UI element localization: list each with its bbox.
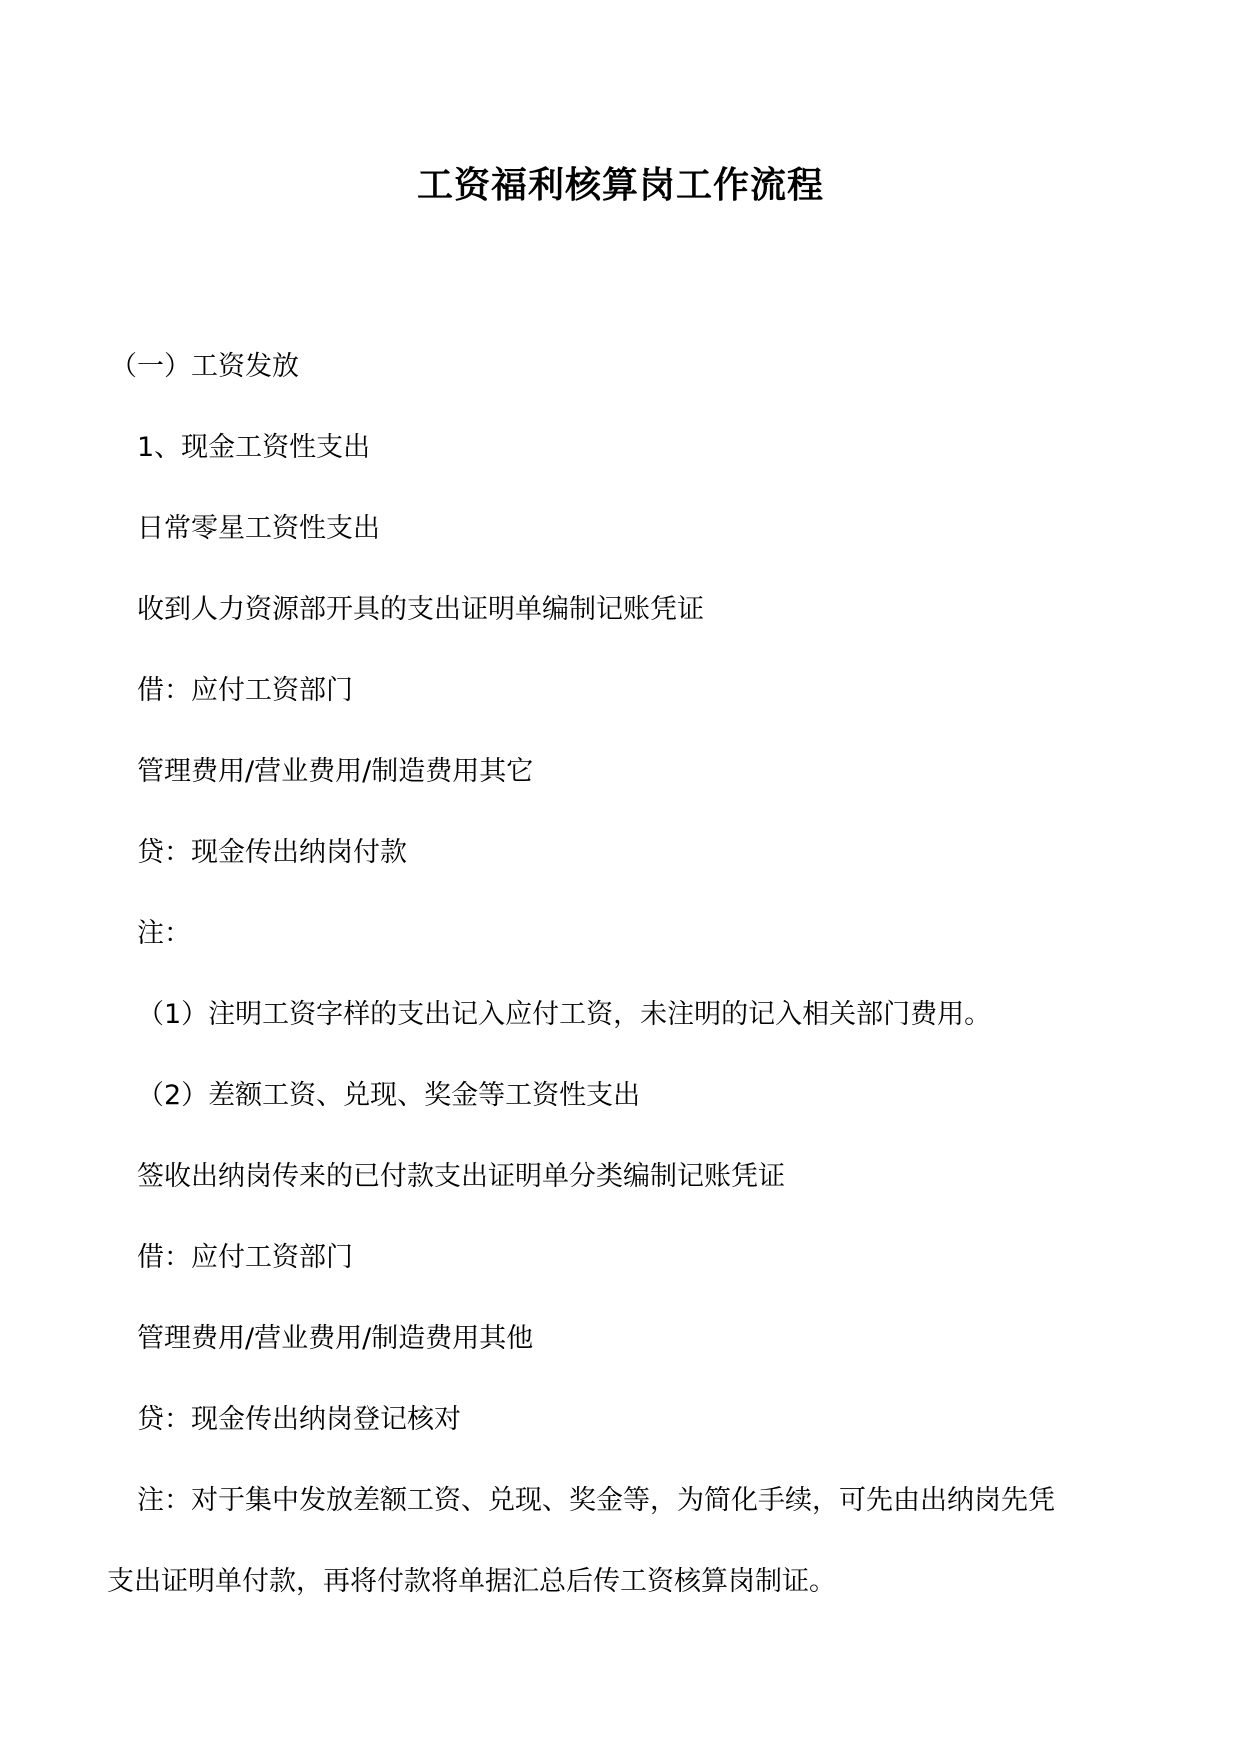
document-title: 工资福利核算岗工作流程: [416, 164, 824, 206]
note-item-2: （2）差额工资、兑现、奖金等工资性支出: [137, 1080, 641, 1111]
paragraph-line: 收到人力资源部开具的支出证明单编制记账凭证: [137, 594, 704, 625]
paragraph-line: 管理费用/营业费用/制造费用其它: [137, 756, 534, 787]
debit-entry-line: 借：应付工资部门: [137, 675, 353, 706]
note-label: 注：: [137, 918, 191, 949]
note-paragraph-continuation: 支出证明单付款，再将付款将单据汇总后传工资核算岗制证。: [107, 1566, 836, 1597]
paragraph-line: 日常零星工资性支出: [137, 513, 380, 544]
subsection-cash-salary-expense: 1、现金工资性支出: [137, 432, 371, 463]
debit-entry-line: 借：应付工资部门: [137, 1242, 353, 1273]
section-heading-salary-payment: （一）工资发放: [110, 351, 299, 382]
credit-entry-line: 贷：现金传出纳岗付款: [137, 837, 407, 868]
paragraph-line: 签收出纳岗传来的已付款支出证明单分类编制记账凭证: [137, 1161, 785, 1192]
credit-entry-line: 贷：现金传出纳岗登记核对: [137, 1404, 461, 1435]
note-paragraph-line: 注：对于集中发放差额工资、兑现、奖金等，为简化手续，可先由出纳岗先凭: [137, 1485, 1055, 1516]
note-item-1: （1）注明工资字样的支出记入应付工资，未注明的记入相关部门费用。: [137, 999, 992, 1030]
paragraph-line: 管理费用/营业费用/制造费用其他: [137, 1323, 534, 1354]
